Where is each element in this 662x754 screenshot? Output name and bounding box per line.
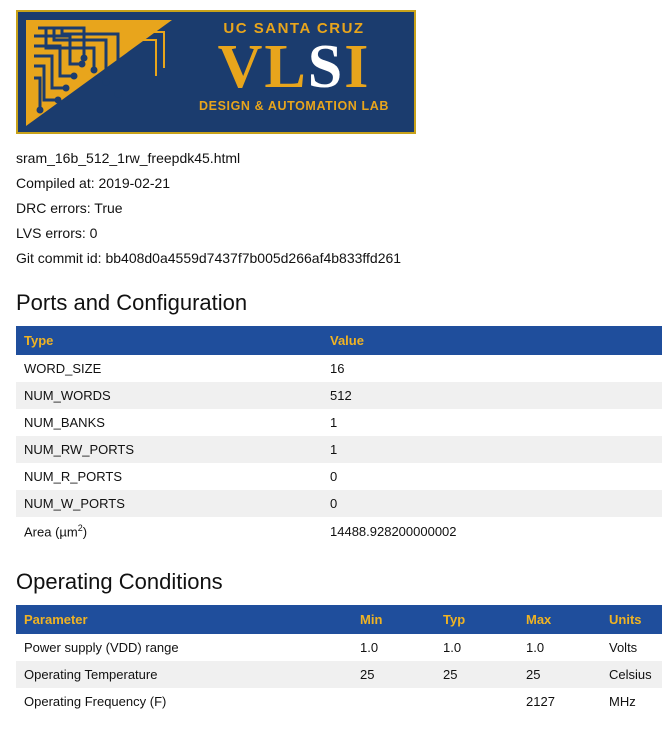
circuit-trace-artwork-icon xyxy=(24,18,174,128)
logo-letter-i: I xyxy=(344,33,371,101)
ports-cell-value: 0 xyxy=(322,463,662,490)
ports-cell-type: NUM_BANKS xyxy=(16,409,322,436)
ports-cell-type: NUM_R_PORTS xyxy=(16,463,322,490)
ports-cell-value: 512 xyxy=(322,382,662,409)
vlsi-lab-logo-banner xyxy=(16,10,416,134)
table-row-area xyxy=(16,517,662,545)
logo-tagline: DESIGN & AUTOMATION LAB xyxy=(199,99,389,113)
conditions-cell-units: MHz xyxy=(601,688,662,715)
ports-cell-value: 1 xyxy=(322,409,662,436)
conditions-table-body xyxy=(16,634,662,715)
conditions-cell-parameter: Power supply (VDD) range xyxy=(16,634,352,661)
conditions-cell-typ: 25 xyxy=(435,661,518,688)
conditions-cell-min: 1.0 xyxy=(352,634,435,661)
ports-cell-value: 0 xyxy=(322,490,662,517)
ports-cell-type: NUM_W_PORTS xyxy=(16,490,322,517)
ports-configuration-table xyxy=(16,326,662,545)
conditions-table-head xyxy=(16,605,662,634)
lvs-errors: LVS errors: 0 xyxy=(16,225,98,241)
table-row xyxy=(16,436,662,463)
logo-letter-v: V xyxy=(217,33,265,101)
drc-errors: DRC errors: True xyxy=(16,200,123,216)
conditions-cell-max: 25 xyxy=(518,661,601,688)
report-filename: sram_16b_512_1rw_freepdk45.html xyxy=(16,150,241,166)
area-label-exponent: 2 xyxy=(77,523,83,533)
conditions-cell-units: Celsius xyxy=(601,661,662,688)
ports-header-type: Type xyxy=(16,326,322,355)
logo-letter-l: L xyxy=(264,33,308,101)
conditions-cell-min xyxy=(352,688,435,715)
conditions-cell-units: Volts xyxy=(601,634,662,661)
operating-conditions-title: Operating Conditions xyxy=(16,569,223,595)
ports-table-body xyxy=(16,355,662,545)
conditions-table-header-row xyxy=(16,605,662,634)
logo-text-block xyxy=(176,16,412,113)
table-row xyxy=(16,661,662,688)
table-row xyxy=(16,634,662,661)
ports-table-head xyxy=(16,326,662,355)
report-meta-list xyxy=(16,150,654,266)
conditions-cell-parameter: Operating Temperature xyxy=(16,661,352,688)
operating-conditions-table xyxy=(16,605,662,715)
git-commit-id: Git commit id: bb408d0a4559d7437f7b005d266af4b833ffd261 xyxy=(16,250,402,266)
conditions-cell-max: 2127 xyxy=(518,688,601,715)
area-label-suffix: ) xyxy=(82,524,88,540)
conditions-header-max: Max xyxy=(518,605,601,634)
area-label-prefix: Area (µm xyxy=(24,524,78,540)
ports-cell-type: NUM_WORDS xyxy=(16,382,322,409)
conditions-cell-typ: 1.0 xyxy=(435,634,518,661)
ports-cell-type: NUM_RW_PORTS xyxy=(16,436,322,463)
ports-cell-type: WORD_SIZE xyxy=(16,355,322,382)
conditions-cell-min: 25 xyxy=(352,661,435,688)
ports-section-title: Ports and Configuration xyxy=(16,290,248,315)
table-row xyxy=(16,409,662,436)
conditions-cell-typ xyxy=(435,688,518,715)
conditions-cell-parameter: Operating Frequency (F) xyxy=(16,688,352,715)
table-row xyxy=(16,688,662,715)
conditions-header-typ: Typ xyxy=(435,605,518,634)
ports-cell-area-label xyxy=(16,517,322,545)
ports-cell-value: 1 xyxy=(322,436,662,463)
compiled-date: Compiled at: 2019-02-21 xyxy=(16,175,171,191)
ports-cell-value: 16 xyxy=(322,355,662,382)
table-row xyxy=(16,490,662,517)
ports-table-header-row xyxy=(16,326,662,355)
ports-cell-area-value: 14488.928200000002 xyxy=(322,517,662,545)
conditions-cell-max: 1.0 xyxy=(518,634,601,661)
logo-letter-s: S xyxy=(307,33,345,101)
logo-university-name: UC SANTA CRUZ xyxy=(223,20,365,37)
table-row xyxy=(16,355,662,382)
conditions-header-min: Min xyxy=(352,605,435,634)
conditions-header-units: Units xyxy=(601,605,662,634)
logo-acronym xyxy=(176,33,412,101)
table-row xyxy=(16,463,662,490)
table-row xyxy=(16,382,662,409)
ports-header-value: Value xyxy=(322,326,662,355)
conditions-header-parameter: Parameter xyxy=(16,605,352,634)
